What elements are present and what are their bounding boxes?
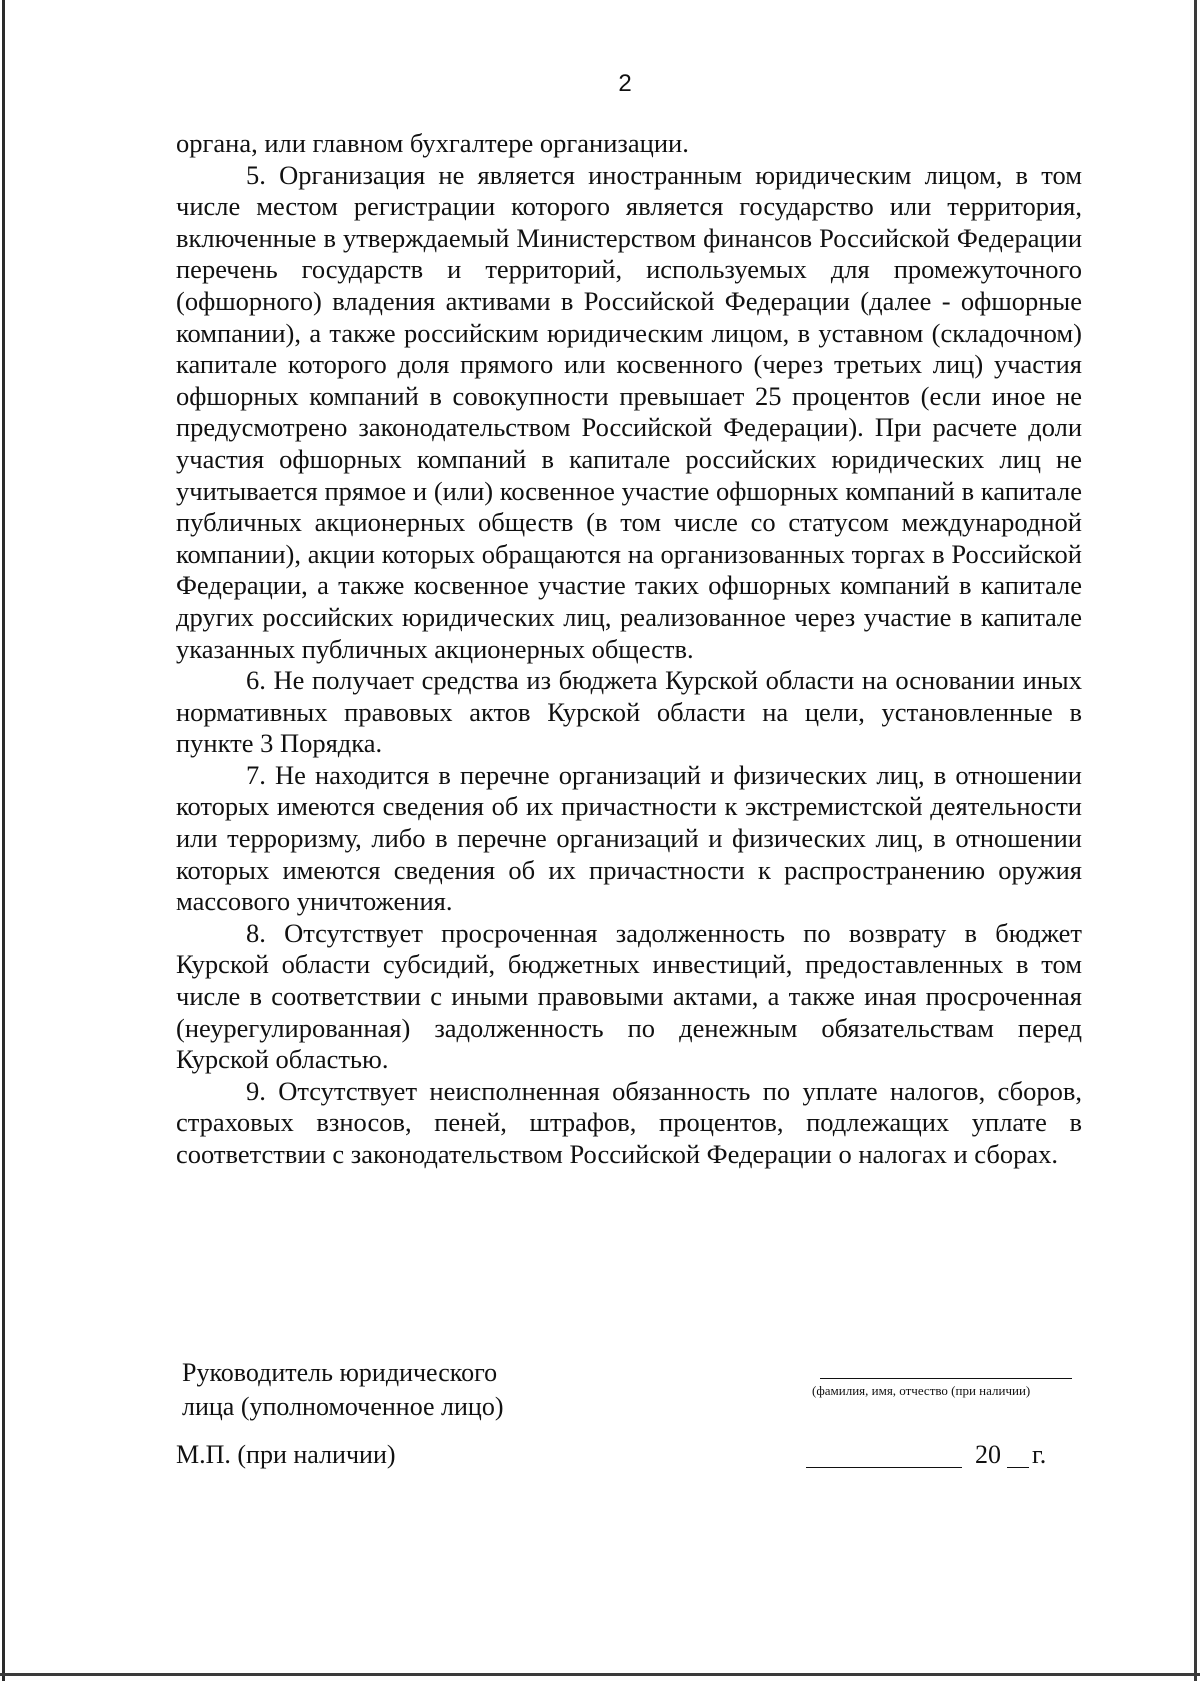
- paragraph-continuation: органа, или главном бухгалтере организации.: [176, 128, 689, 158]
- signatory-role: [182, 1356, 504, 1424]
- signatory-role-line-2: лица (уполномоченное лицо): [182, 1392, 504, 1421]
- paragraph-item-9: 9. Отсутствует неисполненная обязанность по уплате налогов, сборов, страховых взносов, пеней, штрафов, процентов, подлежащих уплате в соответствии с законодательством Российской Федерации о налогах и сборах.: [176, 1075, 1082, 1169]
- date-day-month-blank: [806, 1467, 962, 1468]
- paragraph-item-5: 5. Организация не является иностранным юридическим лицом, в том числе местом регистрации которого является государство или территория, включенные в утверждаемый Министерством финансов Российской Федерации перечень государств и территорий, используемых для промежуточного (офшорного) владения активами в Российской Федерации (далее - офшорные компании), а также российским юридическим лицом, в уставном (складочном) капитале которого доля прямого или косвенного (через третьих лиц) участия офшорных компаний в совокупности превышает 25 процентов (если иное не предусмотрено законодательством Российской Федерации). При расчете доли участия офшорных компаний в капитале российских юридических лиц не учитывается прямое и (или) косвенное участие офшорных компаний в капитале публичных акционерных обществ (в том числе со статусом международной компании), акции которых обращаются на организованных торгах в Российской Федерации, а также косвенное участие таких офшорных компаний в капитале других российских юридических лиц, реализованное через участие в капитале указанных публичных акционерных обществ.: [176, 159, 1082, 664]
- signatory-role-line-1: Руководитель юридического: [182, 1358, 498, 1387]
- date-year-suffix: г.: [1032, 1440, 1047, 1469]
- paragraph-item-7: 7. Не находится в перечне организаций и физических лиц, в отношении которых имеются сведения об их причастности к экстремистской деятельности или терроризму, либо в перечне организаций и физических лиц, в отношении которых имеются сведения об их причастности к распространению оружия массового уничтожения.: [176, 759, 1082, 917]
- paragraph-item-6: 6. Не получает средства из бюджета Курской области на основании иных нормативных правовых актов Курской области на цели, установленные в пункте 3 Порядка.: [176, 665, 1082, 759]
- scan-edge-right: [1194, 0, 1197, 1681]
- date-year-blank: [1007, 1467, 1029, 1468]
- page-number: 2: [618, 70, 632, 97]
- scan-edge-bottom: [0, 1673, 1200, 1676]
- paragraph-item-8: 8. Отсутствует просроченная задолженность по возврату в бюджет Курской области субсидий, бюджетных инвестиций, предоставленных в том числе в соответствии с иными правовыми актами, а также иная просроченная (неурегулированная) задолженность по денежным обязательствам перед Курской областью.: [176, 917, 1082, 1075]
- stamp-label: М.П. (при наличии): [176, 1440, 396, 1469]
- signature-name-caption: (фамилия, имя, отчество (при наличии): [812, 1383, 1031, 1398]
- signature-name-line: [820, 1378, 1072, 1379]
- date-year-prefix: 20: [975, 1440, 1001, 1469]
- scan-edge-left: [2, 0, 5, 1681]
- document-body: [176, 128, 1082, 1171]
